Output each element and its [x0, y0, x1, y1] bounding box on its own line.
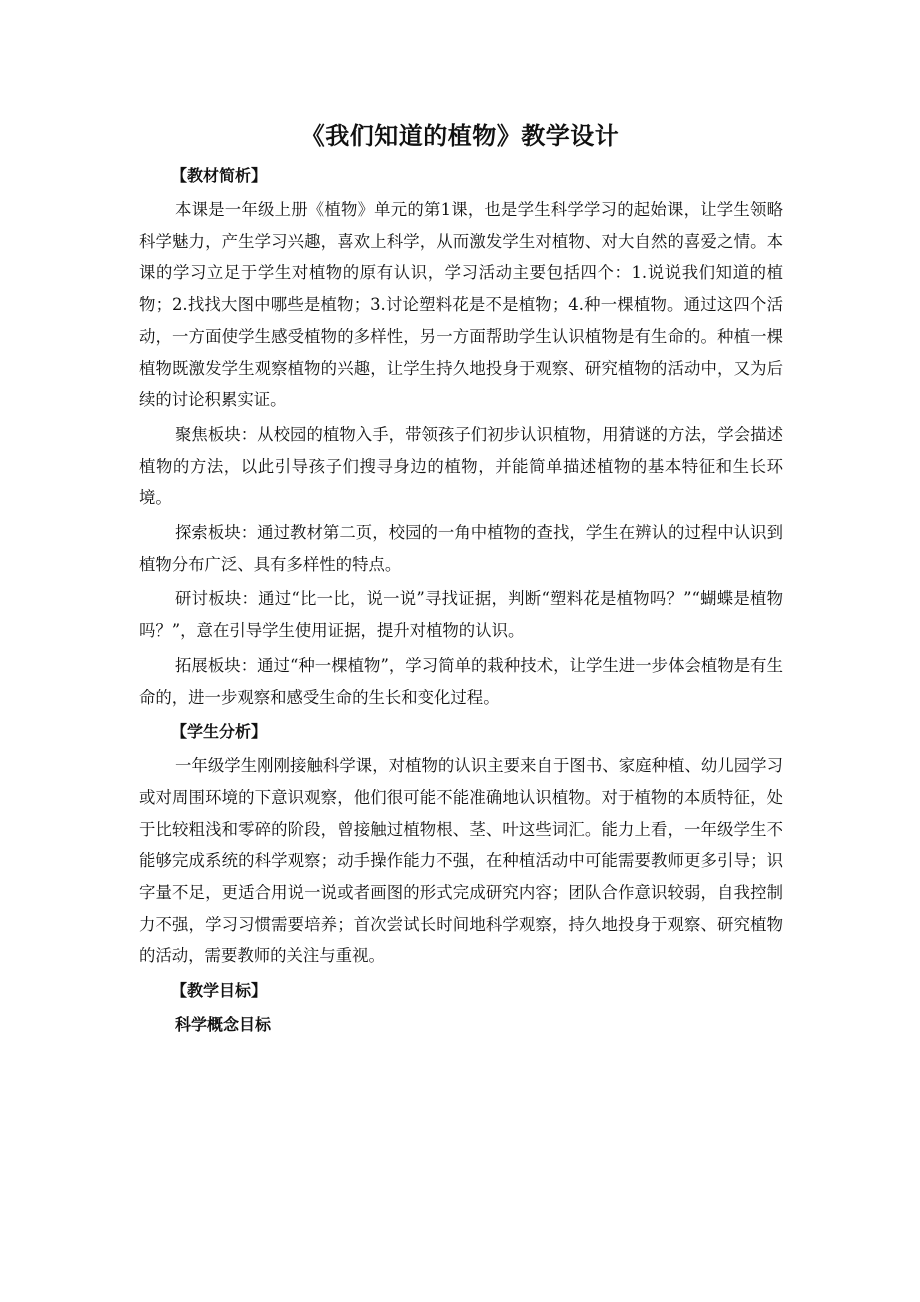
paragraph-explore-block: 探索板块：通过教材第二页，校园的一角中植物的查找，学生在辨认的过程中认识到植物分布广泛、具有多样性的特点。 [139, 523, 783, 574]
subheading-science-concept-goals: 科学概念目标 [175, 1015, 272, 1035]
paragraph-extend-block: 拓展板块：通过“种一棵植物”，学习简单的栽种技术，让学生进一步体会植物是有生命的，进一步观察和感受生命的生长和变化过程。 [139, 655, 783, 707]
paragraph-focus-block: 聚焦板块：从校园的植物入手，带领孩子们初步认识植物，用猜谜的方法，学会描述植物的方法，以此引导孩子们搜寻身边的植物，并能简单描述植物的基本特征和生长环境。 [139, 424, 783, 508]
paragraph-discuss-block: 研讨板块：通过“比一比，说一说”寻找证据，判断“塑料花是植物吗？”“蝴蝶是植物吗？”，意在引导学生使用证据，提升对植物的认识。 [139, 589, 783, 641]
paragraph-lesson-overview: 本课是一年级上册《植物》单元的第1课，也是学生科学学习的起始课，让学生领略科学魅力，产生学习兴趣，喜欢上科学，从而激发学生对植物、对大自然的喜爱之情。本课的学习立足于学生对植物的原有认识，学习活动主要包括四个：1.说说我们知道的植物；2.找找大图中哪些是植物；3.讨论塑料花是不是植物；4.种一棵植物。通过这四个活动，一方面使学生感受植物的多样性，另一方面帮助学生认识植物是有生命的。种植一棵植物既激发学生观察植物的兴趣，让学生持久地投身于观察、研究植物的活动中，又为后续的讨论积累实证。 [139, 200, 783, 410]
document-body [139, 160, 783, 1040]
section-heading-textbook-analysis: 【教材简析】 [171, 166, 268, 185]
paragraph-student-analysis: 一年级学生刚刚接触科学课，对植物的认识主要来自于图书、家庭种植、幼儿园学习或对周围环境的下意识观察，他们很可能不能准确地认识植物。对于植物的本质特征，处于比较粗浅和零碎的阶段，曾接触过植物根、茎、叶这些词汇。能力上看，一年级学生不能够完成系统的科学观察；动手操作能力不强，在种植活动中可能需要教师更多引导；识字量不足，更适合用说一说或者画图的形式完成研究内容；团队合作意识较弱，自我控制力不强，学习习惯需要培养；首次尝试长时间地科学观察，持久地投身于观察、研究植物的活动，需要教师的关注与重视。 [139, 756, 783, 966]
section-heading-teaching-goals: 【教学目标】 [171, 981, 268, 1001]
document-title: 《我们知道的植物》教学设计 [300, 122, 620, 150]
section-heading-student-analysis: 【学生分析】 [171, 722, 268, 742]
